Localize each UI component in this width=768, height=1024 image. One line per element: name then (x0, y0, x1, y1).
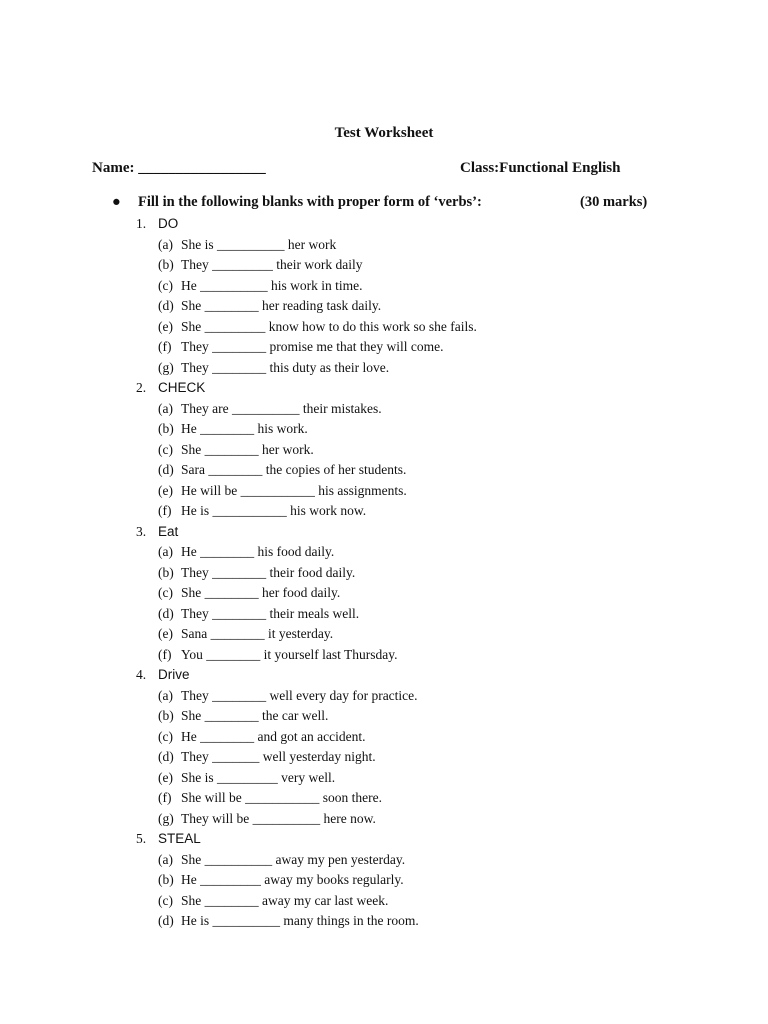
sentence-text: She is _________ very well. (181, 769, 336, 785)
question-number: 2. (136, 380, 147, 395)
sentence-text: He ________ and got an accident. (181, 728, 366, 744)
sentence-label: (b) (158, 708, 174, 723)
question-heading (0, 378, 768, 399)
sentence-label: (c) (158, 892, 173, 908)
sentence-text: She ________ her food daily. (181, 585, 341, 600)
sentence-text: They will be __________ here now. (181, 810, 376, 826)
sentence-text: She _________ know how to do this work so she fails. (181, 318, 477, 334)
sentence-label: (e) (158, 318, 173, 334)
question-number: 4. (136, 667, 147, 682)
sentence-text: She ________ away my car last week. (181, 892, 389, 908)
sentence-item (0, 768, 768, 789)
sentence-text: She __________ away my pen yesterday. (181, 851, 406, 867)
sentence-label: (f) (158, 339, 172, 354)
sentence-item (0, 358, 768, 379)
sentence-item (0, 850, 768, 871)
sentence-text: Sara ________ the copies of her students. (181, 462, 407, 477)
question-verb: STEAL (158, 831, 201, 846)
sentence-item (0, 911, 768, 932)
sentence-label: (e) (158, 482, 173, 498)
question-verb: CHECK (158, 380, 206, 395)
sentence-label: (a) (158, 544, 173, 559)
sentence-item (0, 891, 768, 912)
sentence-label: (b) (158, 872, 174, 887)
sentence-text: He will be ___________ his assignments. (181, 482, 407, 498)
sentence-text: He _________ away my books regularly. (181, 872, 404, 887)
sentence-text: They _______ well yesterday night. (181, 749, 376, 764)
sentence-text: They _________ their work daily (181, 257, 363, 272)
sentence-item (0, 235, 768, 256)
sentence-label: (d) (158, 605, 174, 621)
sentence-text: They ________ their meals well. (181, 605, 360, 621)
sentence-label: (g) (158, 359, 174, 375)
question-heading (0, 214, 768, 235)
sentence-label: (c) (158, 277, 173, 293)
sentence-item (0, 317, 768, 338)
sentence-text: They ________ this duty as their love. (181, 359, 390, 375)
sentence-label: (f) (158, 503, 172, 518)
sentence-label: (e) (158, 626, 173, 641)
sentence-label: (d) (158, 749, 174, 764)
sentence-label: (d) (158, 913, 174, 928)
sentence-item (0, 337, 768, 358)
sentence-text: He ________ his food daily. (181, 544, 335, 559)
question-number: 5. (136, 831, 147, 846)
sentence-text: She ________ the car well. (181, 708, 329, 723)
sentence-item (0, 645, 768, 666)
question-heading (0, 829, 768, 850)
sentence-item (0, 747, 768, 768)
sentence-text: He __________ his work in time. (181, 277, 363, 293)
sentence-text: She ________ her reading task daily. (181, 298, 382, 313)
sentence-label: (c) (158, 585, 173, 600)
sentence-label: (a) (158, 236, 173, 252)
sentence-item (0, 399, 768, 420)
sentence-text: She ________ her work. (181, 441, 314, 457)
sentence-item (0, 809, 768, 830)
sentence-text: They ________ promise me that they will come. (181, 339, 444, 354)
sentence-text: He ________ his work. (181, 421, 308, 436)
sentence-item (0, 440, 768, 461)
question-verb: Drive (158, 667, 190, 682)
sentence-label: (a) (158, 687, 173, 703)
sentence-label: (d) (158, 462, 174, 477)
sentence-label: (b) (158, 564, 174, 580)
sentence-item (0, 481, 768, 502)
sentence-item (0, 788, 768, 809)
sentence-text: They are __________ their mistakes. (181, 400, 382, 416)
sentence-item (0, 542, 768, 563)
sentence-label: (a) (158, 851, 173, 867)
sentence-text: She will be ___________ soon there. (181, 790, 382, 805)
sentence-item (0, 727, 768, 748)
sentence-item (0, 583, 768, 604)
sentence-text: Sana ________ it yesterday. (181, 626, 334, 641)
sentence-label: (c) (158, 441, 173, 457)
sentence-label: (d) (158, 298, 174, 313)
sentence-text: They ________ well every day for practice. (181, 687, 418, 703)
sentence-item (0, 296, 768, 317)
sentence-label: (a) (158, 400, 173, 416)
sentence-item (0, 255, 768, 276)
sentence-label: (b) (158, 257, 174, 272)
sentence-item (0, 460, 768, 481)
sentence-label: (f) (158, 790, 172, 805)
question-verb: DO (158, 216, 179, 231)
sentence-item (0, 604, 768, 625)
question-list (0, 214, 768, 932)
sentence-label: (f) (158, 646, 172, 662)
sentence-text: She is __________ her work (181, 236, 337, 252)
name-field-label: Name: _________________ (92, 160, 266, 176)
sentence-item (0, 276, 768, 297)
class-label: Class:Functional English (460, 160, 621, 176)
question-number: 3. (136, 523, 147, 539)
sentence-text: He is ___________ his work now. (181, 503, 367, 518)
question-number: 1. (136, 216, 147, 231)
sentence-label: (e) (158, 769, 173, 785)
sentence-label: (g) (158, 810, 174, 826)
sentence-item (0, 706, 768, 727)
sentence-text: He is __________ many things in the room. (181, 913, 419, 928)
bullet-icon: ● (112, 194, 121, 210)
instruction-text: Fill in the following blanks with proper form of ‘verbs’: (138, 194, 482, 210)
sentence-item (0, 563, 768, 584)
sentence-item (0, 624, 768, 645)
sentence-item (0, 870, 768, 891)
question-heading (0, 665, 768, 686)
marks-label: (30 marks) (580, 194, 648, 210)
sentence-text: You ________ it yourself last Thursday. (181, 646, 398, 662)
sentence-text: They ________ their food daily. (181, 564, 356, 580)
question-heading (0, 522, 768, 543)
sentence-item (0, 501, 768, 522)
page-title: Test Worksheet (334, 125, 434, 141)
question-verb: Eat (158, 523, 179, 539)
sentence-label: (b) (158, 421, 174, 436)
sentence-label: (c) (158, 728, 173, 744)
sentence-item (0, 686, 768, 707)
sentence-item (0, 419, 768, 440)
